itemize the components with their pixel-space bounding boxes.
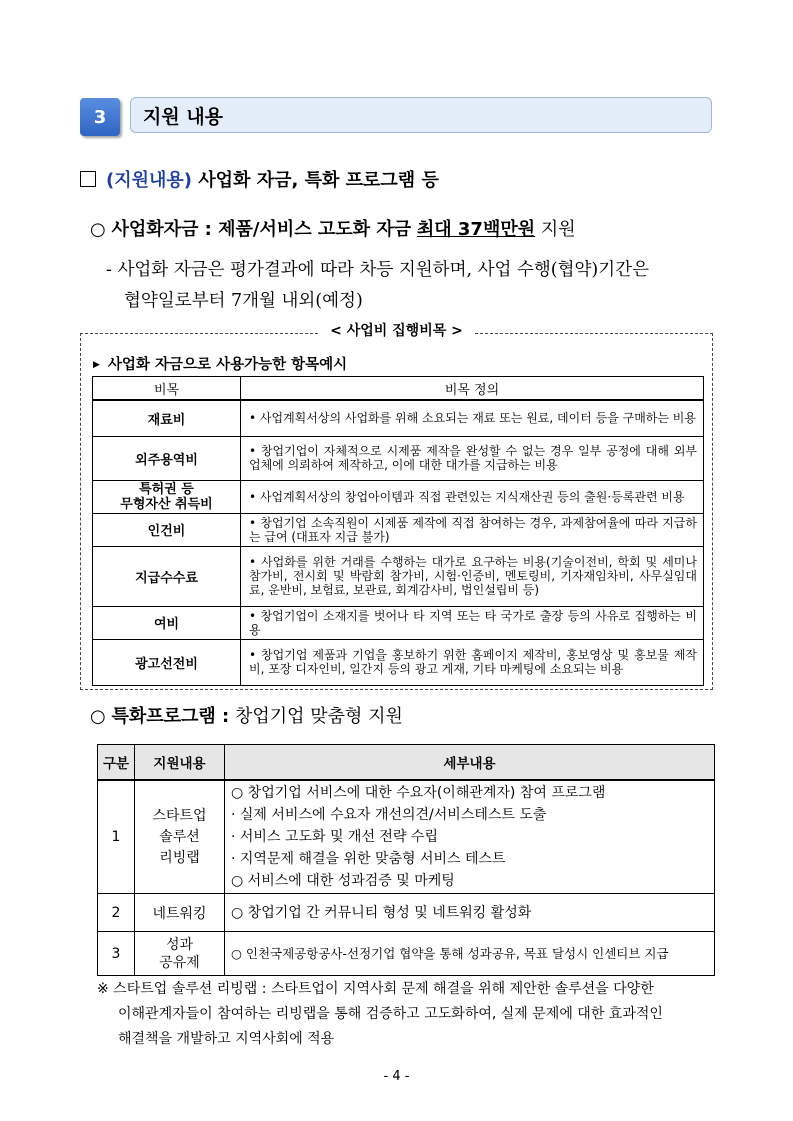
detail-line: ○ 창업기업 간 커뮤니티 형성 및 네트워킹 활성화 (231, 904, 532, 921)
program-detail (225, 894, 715, 932)
table-row (93, 436, 704, 480)
item-funding-suffix: 지원 (535, 219, 576, 240)
table-row (93, 546, 704, 606)
table-row (93, 606, 704, 639)
note-line-3: 해결책을 개발하고 지역사회에 적용 (118, 1031, 335, 1047)
program-name: 스타트업 솔루션 리빙랩 (135, 780, 225, 894)
program-no: 1 (98, 780, 135, 894)
program-name: 성과 공유제 (135, 932, 225, 976)
table-row (93, 400, 704, 436)
expense-category: 특허권 등 무형자산 취득비 (93, 480, 241, 513)
expense-definition: • 창업기업 소속직원이 시제품 제작에 직접 참여하는 경우, 과제참여율에 따라 지급하는 급여 (대표자 지급 불가) (241, 513, 704, 546)
expense-definition: • 사업계획서상의 사업화를 위해 소요되는 재료 또는 원료, 데이터 등을 구매하는 비용 (241, 400, 704, 436)
detail-line: · 지역문제 해결을 위한 맞춤형 서비스 테스트 (231, 851, 506, 867)
circle-bullet-icon: ○ (90, 219, 106, 240)
program-detail (225, 932, 715, 976)
section-number: 3 (80, 98, 120, 136)
detail-line: ○ 서비스에 대한 성과검증 및 마케팅 (231, 873, 455, 889)
expense-category: 인건비 (93, 513, 241, 546)
expense-definition: • 사업계획서상의 창업아이템과 직접 관련있는 지식재산권 등의 출원·등록관련 비용 (241, 480, 704, 513)
item-program (90, 702, 403, 728)
page-number: - 4 - (383, 1069, 410, 1084)
detail-line: · 실제 서비스에 수요자 개선의견/서비스테스트 도출 (231, 807, 547, 823)
expense-category: 지급수수료 (93, 546, 241, 606)
item-program-suffix: 창업기업 맞춤형 지원 (229, 706, 403, 727)
program-no: 3 (98, 932, 135, 976)
expense-box-subtitle: ▶ 사업화 자금으로 사용가능한 항목예시 (93, 357, 348, 373)
heading-prefix: (지원내용) (106, 170, 193, 191)
paragraph-line-1: - 사업화 자금은 평가결과에 따라 차등 지원하며, 사업 수행(협약)기간은 (106, 260, 649, 280)
expense-box-title: < 사업비 집행비목 > (0, 320, 793, 340)
expense-category: 외주용역비 (93, 436, 241, 480)
program-header-detail: 세부내용 (225, 745, 715, 781)
item-funding (90, 215, 576, 241)
expense-table (92, 376, 704, 686)
table-row (93, 480, 704, 513)
expense-category: 광고선전비 (93, 639, 241, 685)
expense-definition: • 사업화를 위한 거래를 수행하는 대가로 요구하는 비용(기술이전비, 학회 및 세미나 참가비, 전시회 및 박람회 참가비, 시험·인증비, 멘토링비, 기자재임차비, 사무실임대료, 운반비, 보험료, 보관료, 회계감사비, 법인설립비 등) (241, 546, 704, 606)
expense-category: 재료비 (93, 400, 241, 436)
table-row (98, 932, 715, 976)
program-name: 네트워킹 (135, 894, 225, 932)
expense-header-category: 비목 (93, 377, 241, 401)
expense-category: 여비 (93, 606, 241, 639)
note-line-1: ※ 스타트업 솔루션 리빙랩 : 스타트업이 지역사회 문제 해결을 위해 제안한 솔루션을 다양한 (97, 981, 654, 997)
program-header-name: 지원내용 (135, 745, 225, 781)
table-row (93, 639, 704, 685)
expense-header-definition: 비목 정의 (241, 377, 704, 401)
main-heading (80, 166, 439, 192)
section-header (80, 97, 714, 137)
item-funding-label: 사업화자금 : 제품/서비스 고도화 자금 (111, 219, 412, 240)
heading-text: 사업화 자금, 특화 프로그램 등 (192, 170, 439, 191)
expense-definition: • 창업기업이 소재지를 벗어나 타 지역 또는 타 국가로 출장 등의 사유로 집행하는 비용 (241, 606, 704, 639)
table-row (98, 894, 715, 932)
item-program-label: 특화프로그램 : (111, 706, 230, 727)
expense-definition: • 창업기업 제품과 기업을 홍보하기 위한 홈페이지 제작비, 홍보영상 및 홍보물 제작비, 포장 디자인비, 일간지 등의 광고 게재, 기타 마케팅에 소요되는 비용 (241, 639, 704, 685)
triangle-bullet-icon: ▶ (93, 360, 100, 370)
program-detail (225, 780, 715, 894)
table-row (98, 780, 715, 894)
paragraph-line-2: 협약일로부터 7개월 내외(예정) (124, 291, 363, 311)
table-row (93, 513, 704, 546)
detail-line: ○ 인천국제공항공사-선정기업 협약을 통해 성과공유, 목표 달성시 인센티브 지급 (231, 945, 669, 961)
circle-bullet-icon: ○ (90, 706, 106, 727)
section-title: 지원 내용 (130, 97, 712, 133)
checkbox-square-icon (80, 171, 96, 187)
program-header-no: 구분 (98, 745, 135, 781)
program-no: 2 (98, 894, 135, 932)
detail-line: ○ 창업기업 서비스에 대한 수요자(이해관계자) 참여 프로그램 (231, 785, 606, 801)
note-line-2: 이해관계자들이 참여하는 리빙랩을 통해 검증하고 고도화하여, 실제 문제에 대한 효과적인 (118, 1006, 663, 1022)
item-funding-emphasis: 최대 37백만원 (416, 219, 536, 240)
expense-definition: • 창업기업이 자체적으로 시제품 제작을 완성할 수 없는 경우 일부 공정에 대해 외부 업체에 의뢰하여 제작하고, 이에 대한 대가를 지급하는 비용 (241, 436, 704, 480)
detail-line: · 서비스 고도화 및 개선 전략 수립 (231, 829, 438, 845)
program-table (97, 744, 715, 976)
